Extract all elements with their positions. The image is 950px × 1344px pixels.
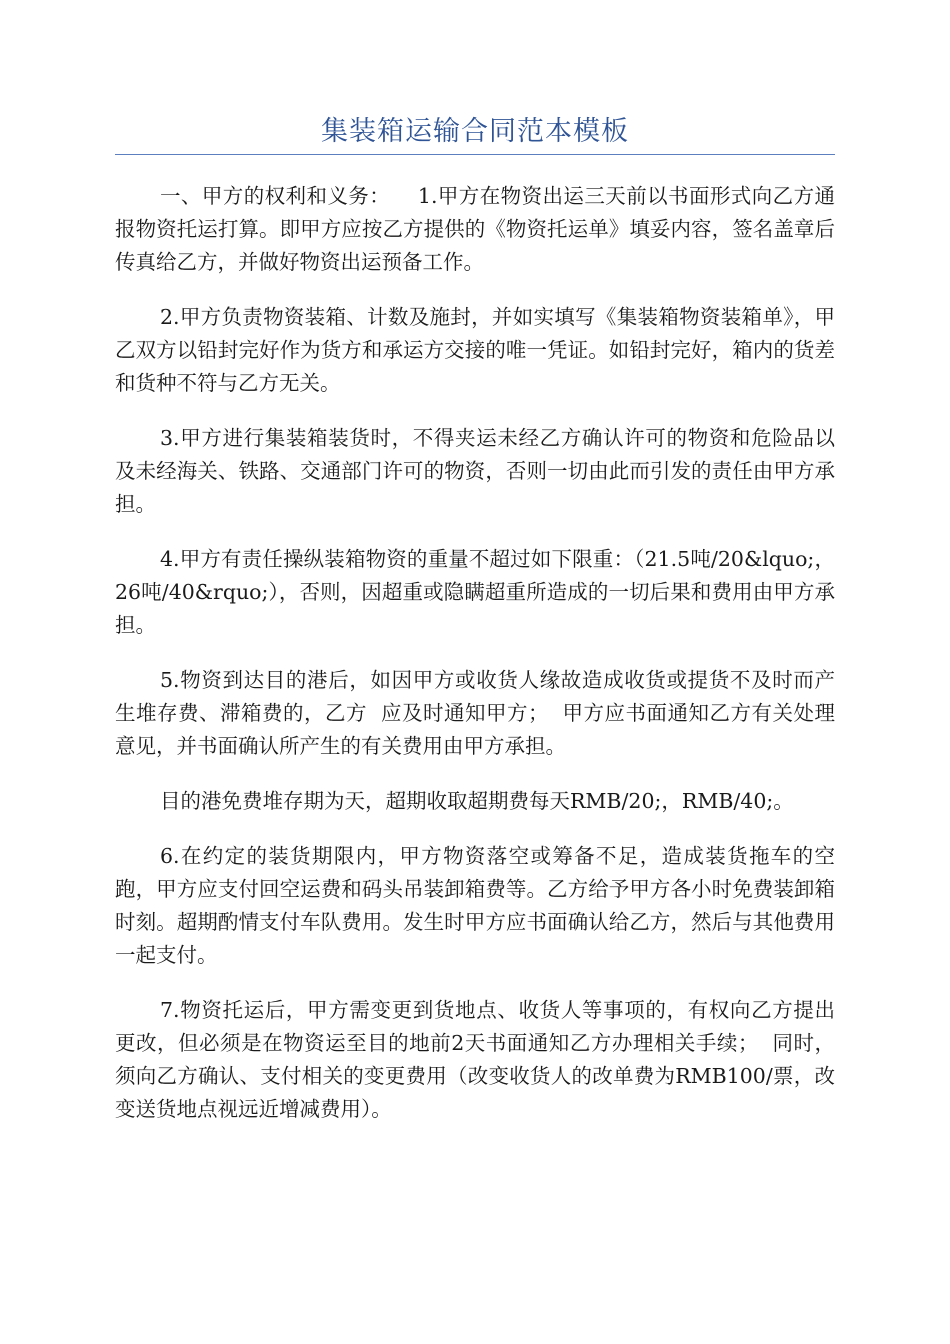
paragraph-clause-4: 4.甲方有责任操纵装箱物资的重量不超过如下限重：（21.5吨/20&lquo;，26吨/40&rquo;），否则，因超重或隐瞒超重所造成的一切后果和费用由甲方承担。 xyxy=(115,547,835,637)
title-underline xyxy=(115,154,835,155)
paragraph-clause-7: 7.物资托运后，甲方需变更到货地点、收货人等事项的，有权向乙方提出更改，但必须是在物资运至目的地前2天书面通知乙方办理相关手续； 同时，须向乙方确认、支付相关的变更费用（改变收货人的改单费为RMB100/票，改变送货地点视远近增减费用）。 xyxy=(115,998,835,1121)
document-body xyxy=(115,180,835,1148)
paragraph-clause-5: 5.物资到达目的港后，如因甲方或收货人缘故造成收货或提货不及时而产生堆存费、滞箱费的，乙方 应及时通知甲方； 甲方应书面通知乙方有关处理意见，并书面确认所产生的有关费用由甲方承担。 xyxy=(115,668,835,758)
paragraph-clause-6: 6.在约定的装货期限内，甲方物资落空或筹备不足，造成装货拖车的空跑，甲方应支付回空运费和码头吊装卸箱费等。乙方给予甲方各小时免费装卸箱时刻。超期酌情支付车队费用。发生时甲方应书面确认给乙方，然后与其他费用一起支付。 xyxy=(115,844,835,967)
document-title: 集装箱运输合同范本模板 xyxy=(321,116,629,147)
paragraph-clause-2: 2.甲方负责物资装箱、计数及施封，并如实填写《集装箱物资装箱单》，甲乙双方以铅封完好作为货方和承运方交接的唯一凭证。如铅封完好，箱内的货差和货种不符与乙方无关。 xyxy=(115,305,835,395)
paragraph-storage-period: 目的港免费堆存期为天，超期收取超期费每天RMB/20;，RMB/40;。 xyxy=(160,789,794,813)
paragraph-party-a-rights: 一、甲方的权利和义务： 1.甲方在物资出运三天前以书面形式向乙方通报物资托运打算。即甲方应按乙方提供的《物资托运单》填妥内容，签名盖章后传真给乙方，并做好物资出运预备工作。 xyxy=(115,184,835,274)
paragraph-clause-3: 3.甲方进行集装箱装货时，不得夹运未经乙方确认许可的物资和危险品以及未经海关、铁路、交通部门许可的物资，否则一切由此而引发的责任由甲方承担。 xyxy=(115,426,835,516)
